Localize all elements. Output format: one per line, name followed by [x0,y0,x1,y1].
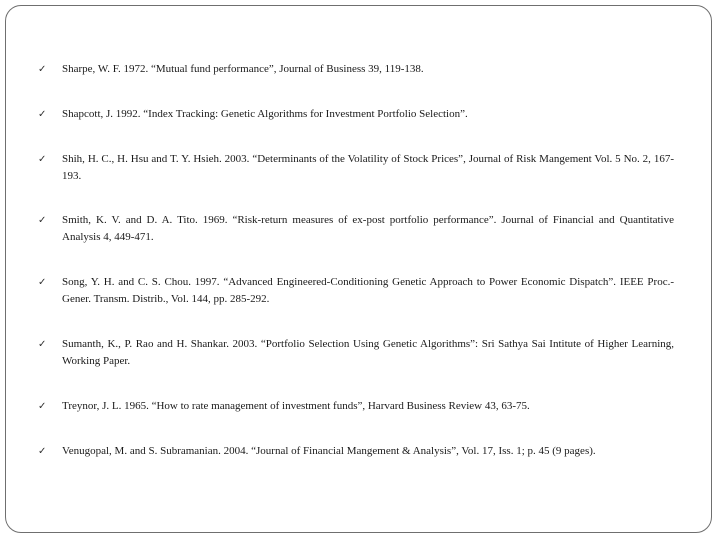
checkmark-icon: ✓ [38,446,47,457]
reference-text: Smith, K. V. and D. A. Tito. 1969. “Risk-return measures of ex-post portfolio performance”. Journal of Financial and Quantitative Analysis 4, 449-471. [62,214,674,243]
checkmark-icon: ✓ [38,215,47,226]
checkmark-icon: ✓ [38,277,47,288]
reference-text: Sharpe, W. F. 1972. “Mutual fund performance”, Journal of Business 39, 119-138. [62,63,424,75]
checkmark-icon: ✓ [38,401,47,412]
reference-item [38,106,674,123]
reference-item [38,398,674,415]
reference-item [38,212,674,246]
reference-item [38,151,674,185]
reference-item [38,61,674,78]
checkmark-icon: ✓ [38,109,47,120]
reference-item [38,274,674,308]
reference-text: Venugopal, M. and S. Subramanian. 2004. “Journal of Financial Mangement & Analysis”, Vol. 17, Iss. 1; p. 45 (9 pages). [62,445,596,457]
reference-item [38,336,674,370]
reference-item [38,443,674,460]
reference-text: Shih, H. C., H. Hsu and T. Y. Hsieh. 2003. “Determinants of the Volatility of Stock Prices”, Journal of Risk Mangement Vol. 5 No. 2, 167-193. [62,153,674,182]
checkmark-icon: ✓ [38,339,47,350]
reference-text: Sumanth, K., P. Rao and H. Shankar. 2003. “Portfolio Selection Using Genetic Algorithms”: Sri Sathya Sai Intitute of Higher Learning, Working Paper. [62,338,674,367]
checkmark-icon: ✓ [38,64,47,75]
reference-text: Shapcott, J. 1992. “Index Tracking: Genetic Algorithms for Investment Portfolio Selection”. [62,108,468,120]
reference-text: Treynor, J. L. 1965. “How to rate management of investment funds”, Harvard Business Review 43, 63-75. [62,400,530,412]
reference-text: Song, Y. H. and C. S. Chou. 1997. “Advanced Engineered-Conditioning Genetic Approach to Power Economic Dispatch”. IEEE Proc.-Gener. Transm. Distrib., Vol. 144, pp. 285-292. [62,276,674,305]
checkmark-icon: ✓ [38,154,47,165]
reference-list [38,0,674,540]
